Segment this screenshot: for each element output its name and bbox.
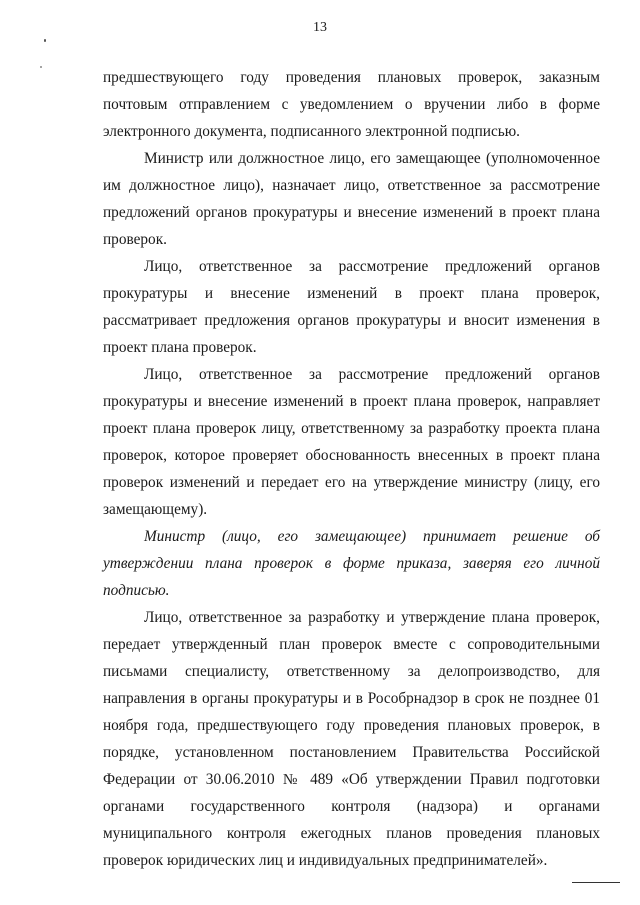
scan-speck	[44, 39, 46, 42]
paragraph-continuation: предшествующего году проведения плановых проверок, заказным почтовым отправлением с уведомлением о вручении либо в форме электронного документа, подписанного электронной подписью.	[103, 69, 600, 140]
footer-rule	[572, 882, 620, 883]
scan-speck	[40, 66, 42, 68]
paragraph-approval-order: Министр (лицо, его замещающее) принимает решение об утверждении плана проверок в форме приказа, заверяя его личной подписью.	[103, 528, 600, 599]
document-body	[103, 64, 600, 874]
page-number: 13	[313, 20, 327, 35]
paragraph-minister-appoints: Министр или должностное лицо, его замещающее (уполномоченное им должностное лицо), назначает лицо, ответственное за рассмотрение предложений органов прокуратуры и внесение изменений в проект плана проверок.	[103, 150, 600, 248]
paragraph-review-proposals: Лицо, ответственное за рассмотрение предложений органов прокуратуры и внесение изменений в проект плана проверок, рассматривает предложения органов прокуратуры и вносит изменения в проект плана проверок.	[103, 258, 600, 356]
paragraph-send-to-prosecutor: Лицо, ответственное за разработку и утверждение плана проверок, передает утвержденный план проверок вместе с сопроводительными письмами специалисту, ответственному за делопроизводство, для направления в органы прокуратуры и в Рособрнадзор в срок не позднее 01 ноября года, предшествующего году проведения плановых проверок, в порядке, установленном постановлением Правительства Российской Федерации от 30.06.2010 № 489 «Об утверждении Правил подготовки органами государственного контроля (надзора) и органами муниципального контроля ежегодных планов проведения плановых проверок юридических лиц и индивидуальных предпринимателей».	[103, 609, 600, 869]
paragraph-forward-plan: Лицо, ответственное за рассмотрение предложений органов прокуратуры и внесение изменений в проект плана проверок, направляет проект плана проверок лицу, ответственному за разработку проекта плана проверок, которое проверяет обоснованность внесенных в проект плана проверок изменений и передает его на утверждение министру (лицу, его замещающему).	[103, 366, 600, 518]
